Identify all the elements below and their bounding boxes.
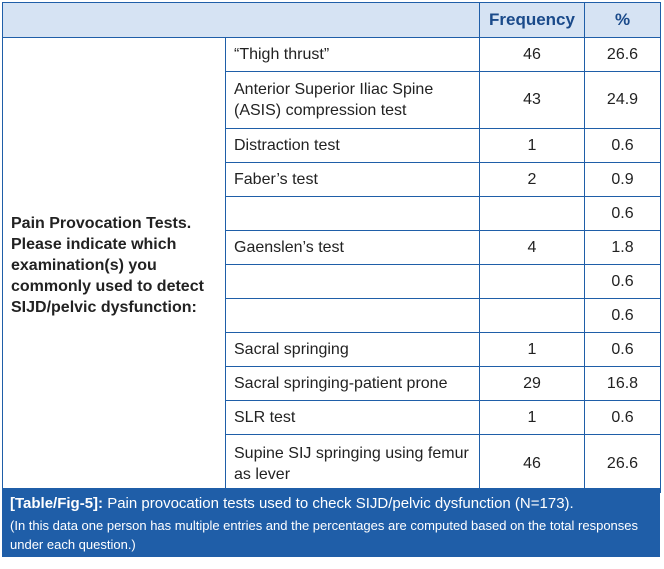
- percent-cell: 0.6: [585, 129, 661, 163]
- test-name: Supine SIJ springing using femur as lever: [226, 435, 480, 493]
- table-row: [3, 38, 661, 72]
- test-name: Sacral springing: [226, 333, 480, 367]
- frequency-cell: [480, 299, 585, 333]
- frequency-cell: [480, 265, 585, 299]
- frequency-cell: [480, 197, 585, 231]
- header-row: [3, 3, 661, 38]
- caption-title: Pain provocation tests used to check SIJD/pelvic dysfunction (N=173).: [103, 495, 574, 512]
- test-name: Distraction test: [226, 129, 480, 163]
- frequency-cell: 29: [480, 367, 585, 401]
- percent-cell: 0.9: [585, 163, 661, 197]
- test-name: Faber’s test: [226, 163, 480, 197]
- header-frequency: Frequency: [480, 3, 585, 38]
- frequency-cell: 43: [480, 72, 585, 129]
- percent-cell: 0.6: [585, 299, 661, 333]
- percent-cell: 1.8: [585, 231, 661, 265]
- group-label: Pain Provocation Tests. Please indicate which examination(s) you commonly used to detect SIJD/pelvic dysfunction:: [3, 38, 226, 493]
- pain-provocation-table: [2, 2, 661, 493]
- caption-title-line: [10, 494, 652, 514]
- percent-cell: 26.6: [585, 38, 661, 72]
- percent-cell: 0.6: [585, 401, 661, 435]
- header-blank: [3, 3, 480, 38]
- test-name: Gaenslen’s test: [226, 231, 480, 265]
- caption-note: (In this data one person has multiple entries and the percentages are computed based on the total responses under each question.): [10, 518, 639, 552]
- caption-label: [Table/Fig-5]:: [10, 495, 104, 512]
- test-name: Anterior Superior Iliac Spine (ASIS) compression test: [226, 72, 480, 129]
- test-name: “Thigh thrust”: [226, 38, 480, 72]
- frequency-cell: 46: [480, 38, 585, 72]
- percent-cell: 24.9: [585, 72, 661, 129]
- frequency-cell: 1: [480, 401, 585, 435]
- percent-cell: 0.6: [585, 333, 661, 367]
- table-caption: [2, 488, 660, 557]
- percent-cell: 16.8: [585, 367, 661, 401]
- frequency-cell: 4: [480, 231, 585, 265]
- test-name: Sacral springing-patient prone: [226, 367, 480, 401]
- percent-cell: 0.6: [585, 197, 661, 231]
- percent-cell: 0.6: [585, 265, 661, 299]
- frequency-cell: 1: [480, 129, 585, 163]
- frequency-cell: 1: [480, 333, 585, 367]
- test-name: [226, 299, 480, 333]
- header-percent: %: [585, 3, 661, 38]
- percent-cell: 26.6: [585, 435, 661, 493]
- test-name: SLR test: [226, 401, 480, 435]
- frequency-cell: 46: [480, 435, 585, 493]
- test-name: [226, 197, 480, 231]
- test-name: [226, 265, 480, 299]
- frequency-cell: 2: [480, 163, 585, 197]
